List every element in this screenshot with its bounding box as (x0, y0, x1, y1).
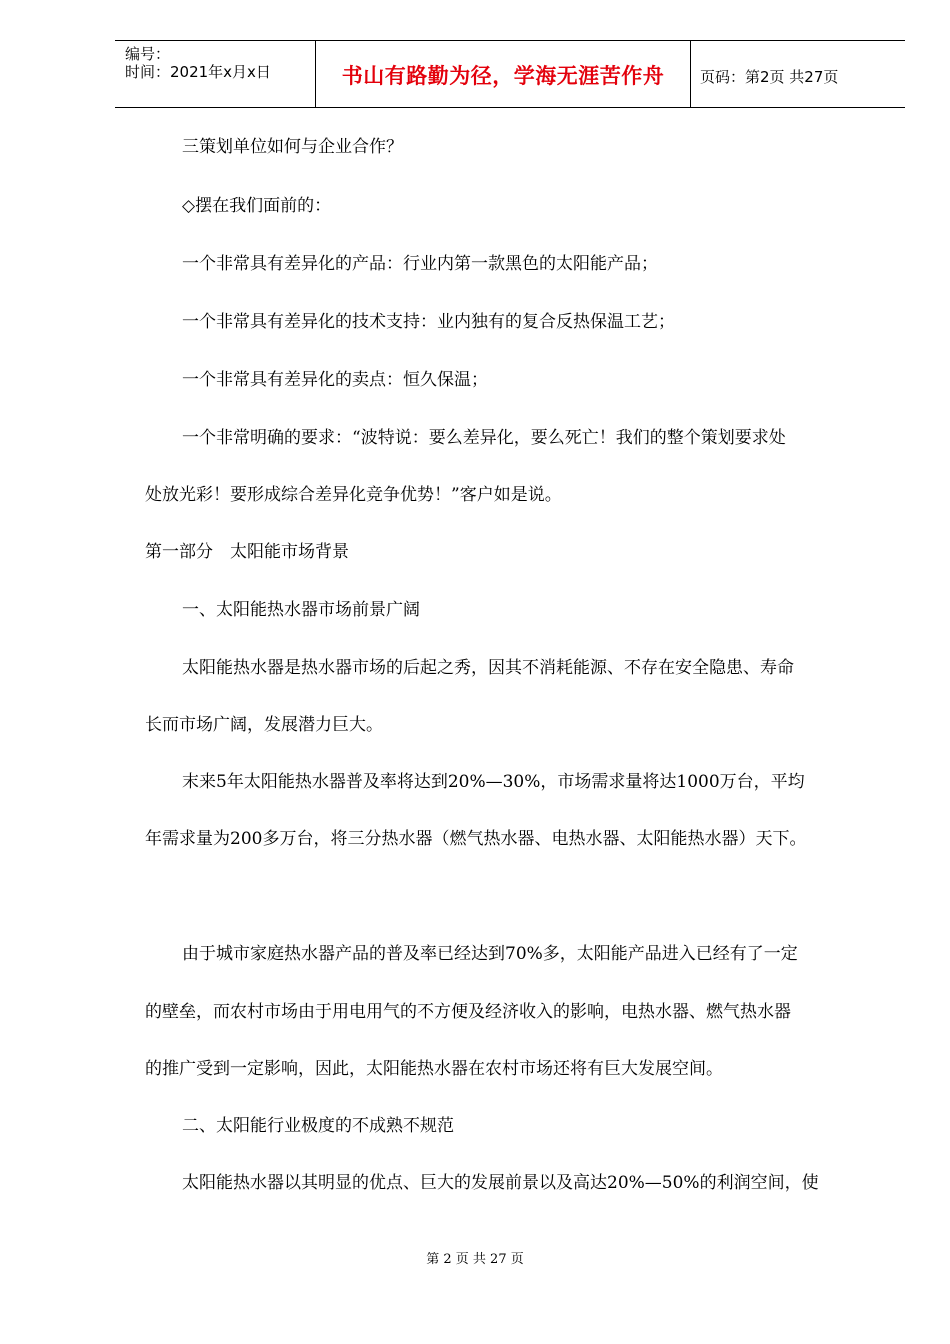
header-motto: 书山有路勤为径，学海无涯苦作舟 (341, 64, 665, 88)
paragraph: 末来5年太阳能热水器普及率将达到20%—30%，市场需求量将达1000万台，平均 (182, 772, 805, 792)
paragraph: 的推广受到一定影响，因此，太阳能热水器在农村市场还将有巨大发展空间。 (145, 1059, 723, 1079)
header-page-info: 页码：第2页 共27页 (700, 68, 839, 86)
section-heading: 第一部分 太阳能市场背景 (145, 542, 349, 562)
header-page-cell (690, 41, 905, 107)
page-header (115, 40, 905, 108)
paragraph: 太阳能热水器是热水器市场的后起之秀，因其不消耗能源、不存在安全隐患、寿命 (182, 658, 794, 678)
subsection-heading: 一、太阳能热水器市场前景广阔 (182, 600, 420, 620)
paragraph: 一个非常具有差异化的产品：行业内第一款黑色的太阳能产品； (182, 254, 658, 274)
paragraph: 处放光彩！要形成综合差异化竞争优势！”客户如是说。 (145, 485, 562, 505)
paragraph: 一个非常明确的要求：“波特说：要么差异化，要么死亡！我们的整个策划要求处 (182, 428, 786, 448)
document-number-label: 编号： (125, 45, 171, 63)
header-meta-cell (115, 41, 315, 107)
paragraph: 太阳能热水器以其明显的优点、巨大的发展前景以及高达20%—50%的利润空间，使 (182, 1173, 819, 1193)
subsection-heading: 二、太阳能行业极度的不成熟不规范 (182, 1116, 454, 1136)
paragraph: 由于城市家庭热水器产品的普及率已经达到70%多，太阳能产品进入已经有了一定 (182, 944, 798, 964)
header-motto-cell (315, 41, 691, 107)
paragraph: 三策划单位如何与企业合作？ (182, 137, 403, 157)
paragraph: 的壁垒，而农村市场由于用电用气的不方便及经济收入的影响，电热水器、燃气热水器 (145, 1002, 791, 1022)
document-date: 时间：2021年x月x日 (125, 63, 271, 81)
paragraph: 年需求量为200多万台，将三分热水器（燃气热水器、电热水器、太阳能热水器）天下。 (145, 829, 807, 849)
paragraph: 长而市场广阔，发展潜力巨大。 (145, 715, 383, 735)
paragraph: ◇摆在我们面前的： (182, 196, 332, 216)
page-footer: 第 2 页 共 27 页 (426, 1252, 524, 1267)
paragraph: 一个非常具有差异化的技术支持：业内独有的复合反热保温工艺； (182, 312, 675, 332)
paragraph: 一个非常具有差异化的卖点：恒久保温； (182, 370, 488, 390)
